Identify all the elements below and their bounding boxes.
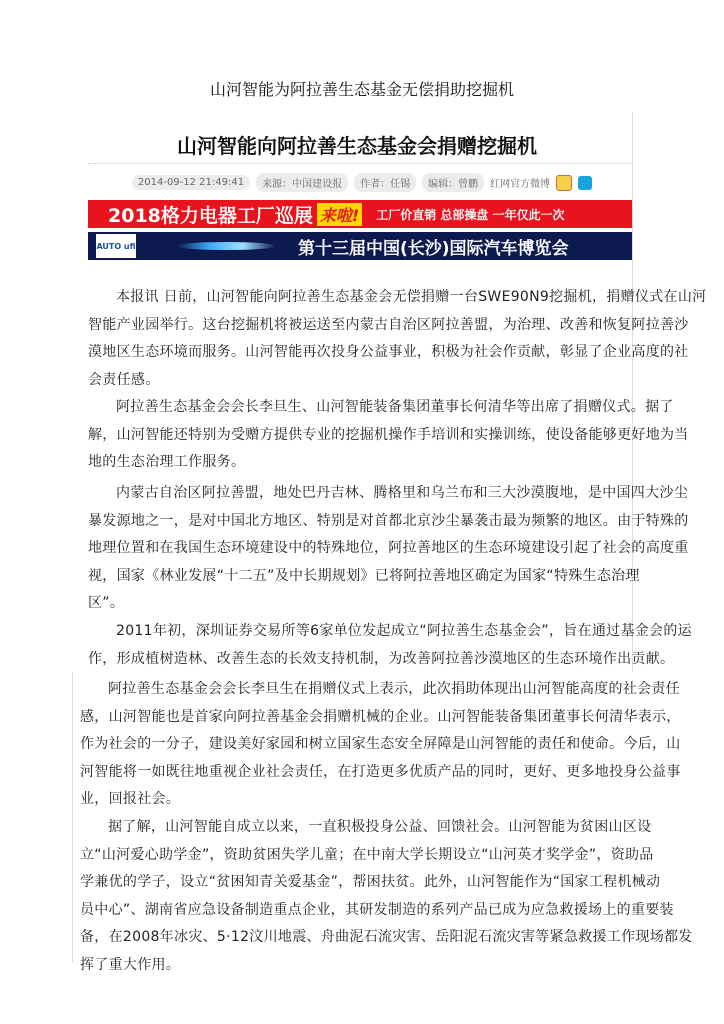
car-graphic bbox=[176, 242, 276, 250]
paragraph bbox=[88, 618, 692, 673]
paragraph-line: 备，在2008年冰灾、5·12汶川地震、舟曲泥石流灾害、岳阳泥石流灾害等紧急救援工作现场都发 bbox=[80, 929, 693, 945]
paragraph-line: 员中心”、湖南省应急设备制造重点企业，其研发制造的系列产品已成为应急救援场上的重要装 bbox=[80, 901, 674, 918]
paragraph-line: 智能产业园举行。这台挖掘机将被运送至内蒙古自治区阿拉善盟，为治理、改善和恢复阿拉善沙 bbox=[88, 316, 689, 333]
ad-banner-autoshow[interactable] bbox=[88, 232, 632, 260]
meta-datetime: 2014-09-12 21:49:41 bbox=[132, 175, 250, 190]
weibo-link[interactable]: 红网官方微博 bbox=[490, 179, 551, 190]
paragraph bbox=[80, 676, 681, 814]
paragraph-line: 区”。 bbox=[88, 595, 125, 611]
article-title: 山河智能向阿拉善生态基金会捐赠挖掘机 bbox=[177, 134, 537, 158]
paragraph-line: 视，国家《林业发展“十二五”及中长期规划》已将阿拉善地区确定为国家“特殊生态治理 bbox=[88, 567, 640, 584]
paragraph-line: 挥了重大作用。 bbox=[80, 956, 181, 973]
paragraph-line: 解，山河智能还特别为受赠方提供专业的挖掘机操作手培训和实操训练，使设备能够更好地为当 bbox=[88, 426, 689, 443]
paragraph bbox=[88, 394, 689, 477]
ad-banner-gree[interactable] bbox=[88, 200, 632, 228]
paragraph-line: 内蒙古自治区阿拉善盟，地处巴丹吉林、腾格里和乌兰布和三大沙漠腹地，是中国四大沙尘 bbox=[116, 485, 688, 501]
banner-text: 第十三届中国(长沙)国际汽车博览会 bbox=[298, 238, 569, 259]
tencent-weibo-icon[interactable] bbox=[578, 176, 592, 190]
title-divider bbox=[88, 163, 632, 164]
paragraph bbox=[88, 284, 706, 394]
banner-main-text: 2018格力电器工厂巡展 bbox=[108, 204, 313, 227]
article-meta bbox=[0, 173, 724, 192]
auto-ufi-logo: AUTO ufi bbox=[96, 234, 136, 258]
meta-editor: 编辑：曾鹏 bbox=[422, 173, 484, 192]
banner-sub-text: 工厂价直销 总部操盘 一年仅此一次 bbox=[376, 207, 565, 222]
paragraph-line: 阿拉善生态基金会会长李旦生、山河智能装备集团董事长何清华等出席了捐赠仪式。据了 bbox=[116, 399, 674, 415]
paragraph-line: 阿拉善生态基金会会长李旦生在捐赠仪式上表示，此次捐助体现出山河智能高度的社会责任 bbox=[108, 681, 680, 697]
paragraph-line: 本报讯 日前，山河智能向阿拉善生态基金会无偿捐赠一台SWE90N9挖掘机，捐赠仪式在山河 bbox=[116, 289, 707, 305]
paragraph-line: 作为社会的一分子，建设美好家园和树立国家生态安全屏障是山河智能的责任和使命。今后，山 bbox=[80, 736, 681, 752]
paragraph-line: 学兼优的学子，设立“贫困知青关爱基金”，帮困扶贫。此外，山河智能作为“国家工程机械动 bbox=[80, 874, 661, 890]
paragraph bbox=[88, 480, 689, 618]
document-title: 山河智能为阿拉善生态基金无偿捐助挖掘机 bbox=[209, 80, 514, 99]
meta-author: 作者：任锡 bbox=[354, 173, 416, 192]
weibo-icon[interactable] bbox=[556, 175, 572, 191]
meta-source: 来源：中国建设报 bbox=[256, 173, 348, 192]
paragraph-line: 会责任感。 bbox=[88, 371, 160, 388]
page-border-left bbox=[72, 672, 73, 962]
banner-tag: 来啦! bbox=[317, 203, 362, 226]
paragraph-line: 地理位置和在我国生态环境建设中的特殊地位，阿拉善地区的生态环境建设引起了社会的高度重 bbox=[88, 540, 689, 556]
paragraph-line: 据了解，山河智能自成立以来，一直积极投身公益、回馈社会。山河智能为贫困山区设 bbox=[108, 819, 652, 835]
paragraph-line: 2011年初，深圳证券交易所等6家单位发起成立“阿拉善生态基金会”，旨在通过基金会的运 bbox=[116, 623, 692, 639]
paragraph-line: 漠地区生态环境而服务。山河智能再次投身公益事业，积极为社会作贡献，彰显了企业高度的社 bbox=[88, 344, 689, 360]
paragraph-line: 作，形成植树造林、改善生态的长效支持机制，为改善阿拉善沙漠地区的生态环境作出贡献。 bbox=[88, 650, 675, 667]
paragraph-line: 立“山河爱心助学金”，资助贫困失学儿童；在中南大学长期设立“山河英才奖学金”，资助品 bbox=[80, 846, 654, 863]
paragraph-line: 暴发源地之一，是对中国北方地区、特别是对首都北京沙尘暴袭击最为频繁的地区。由于特殊的 bbox=[88, 512, 689, 529]
paragraph bbox=[80, 814, 693, 979]
paragraph-line: 河智能将一如既往地重视企业社会责任，在打造更多优质产品的同时，更好、更多地投身公益事 bbox=[80, 763, 681, 780]
paragraph-line: 感，山河智能也是首家向阿拉善基金会捐赠机械的企业。山河智能装备集团董事长何清华表示， bbox=[80, 708, 681, 725]
paragraph-line: 地的生态治理工作服务。 bbox=[88, 454, 246, 470]
paragraph-line: 业，回报社会。 bbox=[80, 791, 181, 807]
